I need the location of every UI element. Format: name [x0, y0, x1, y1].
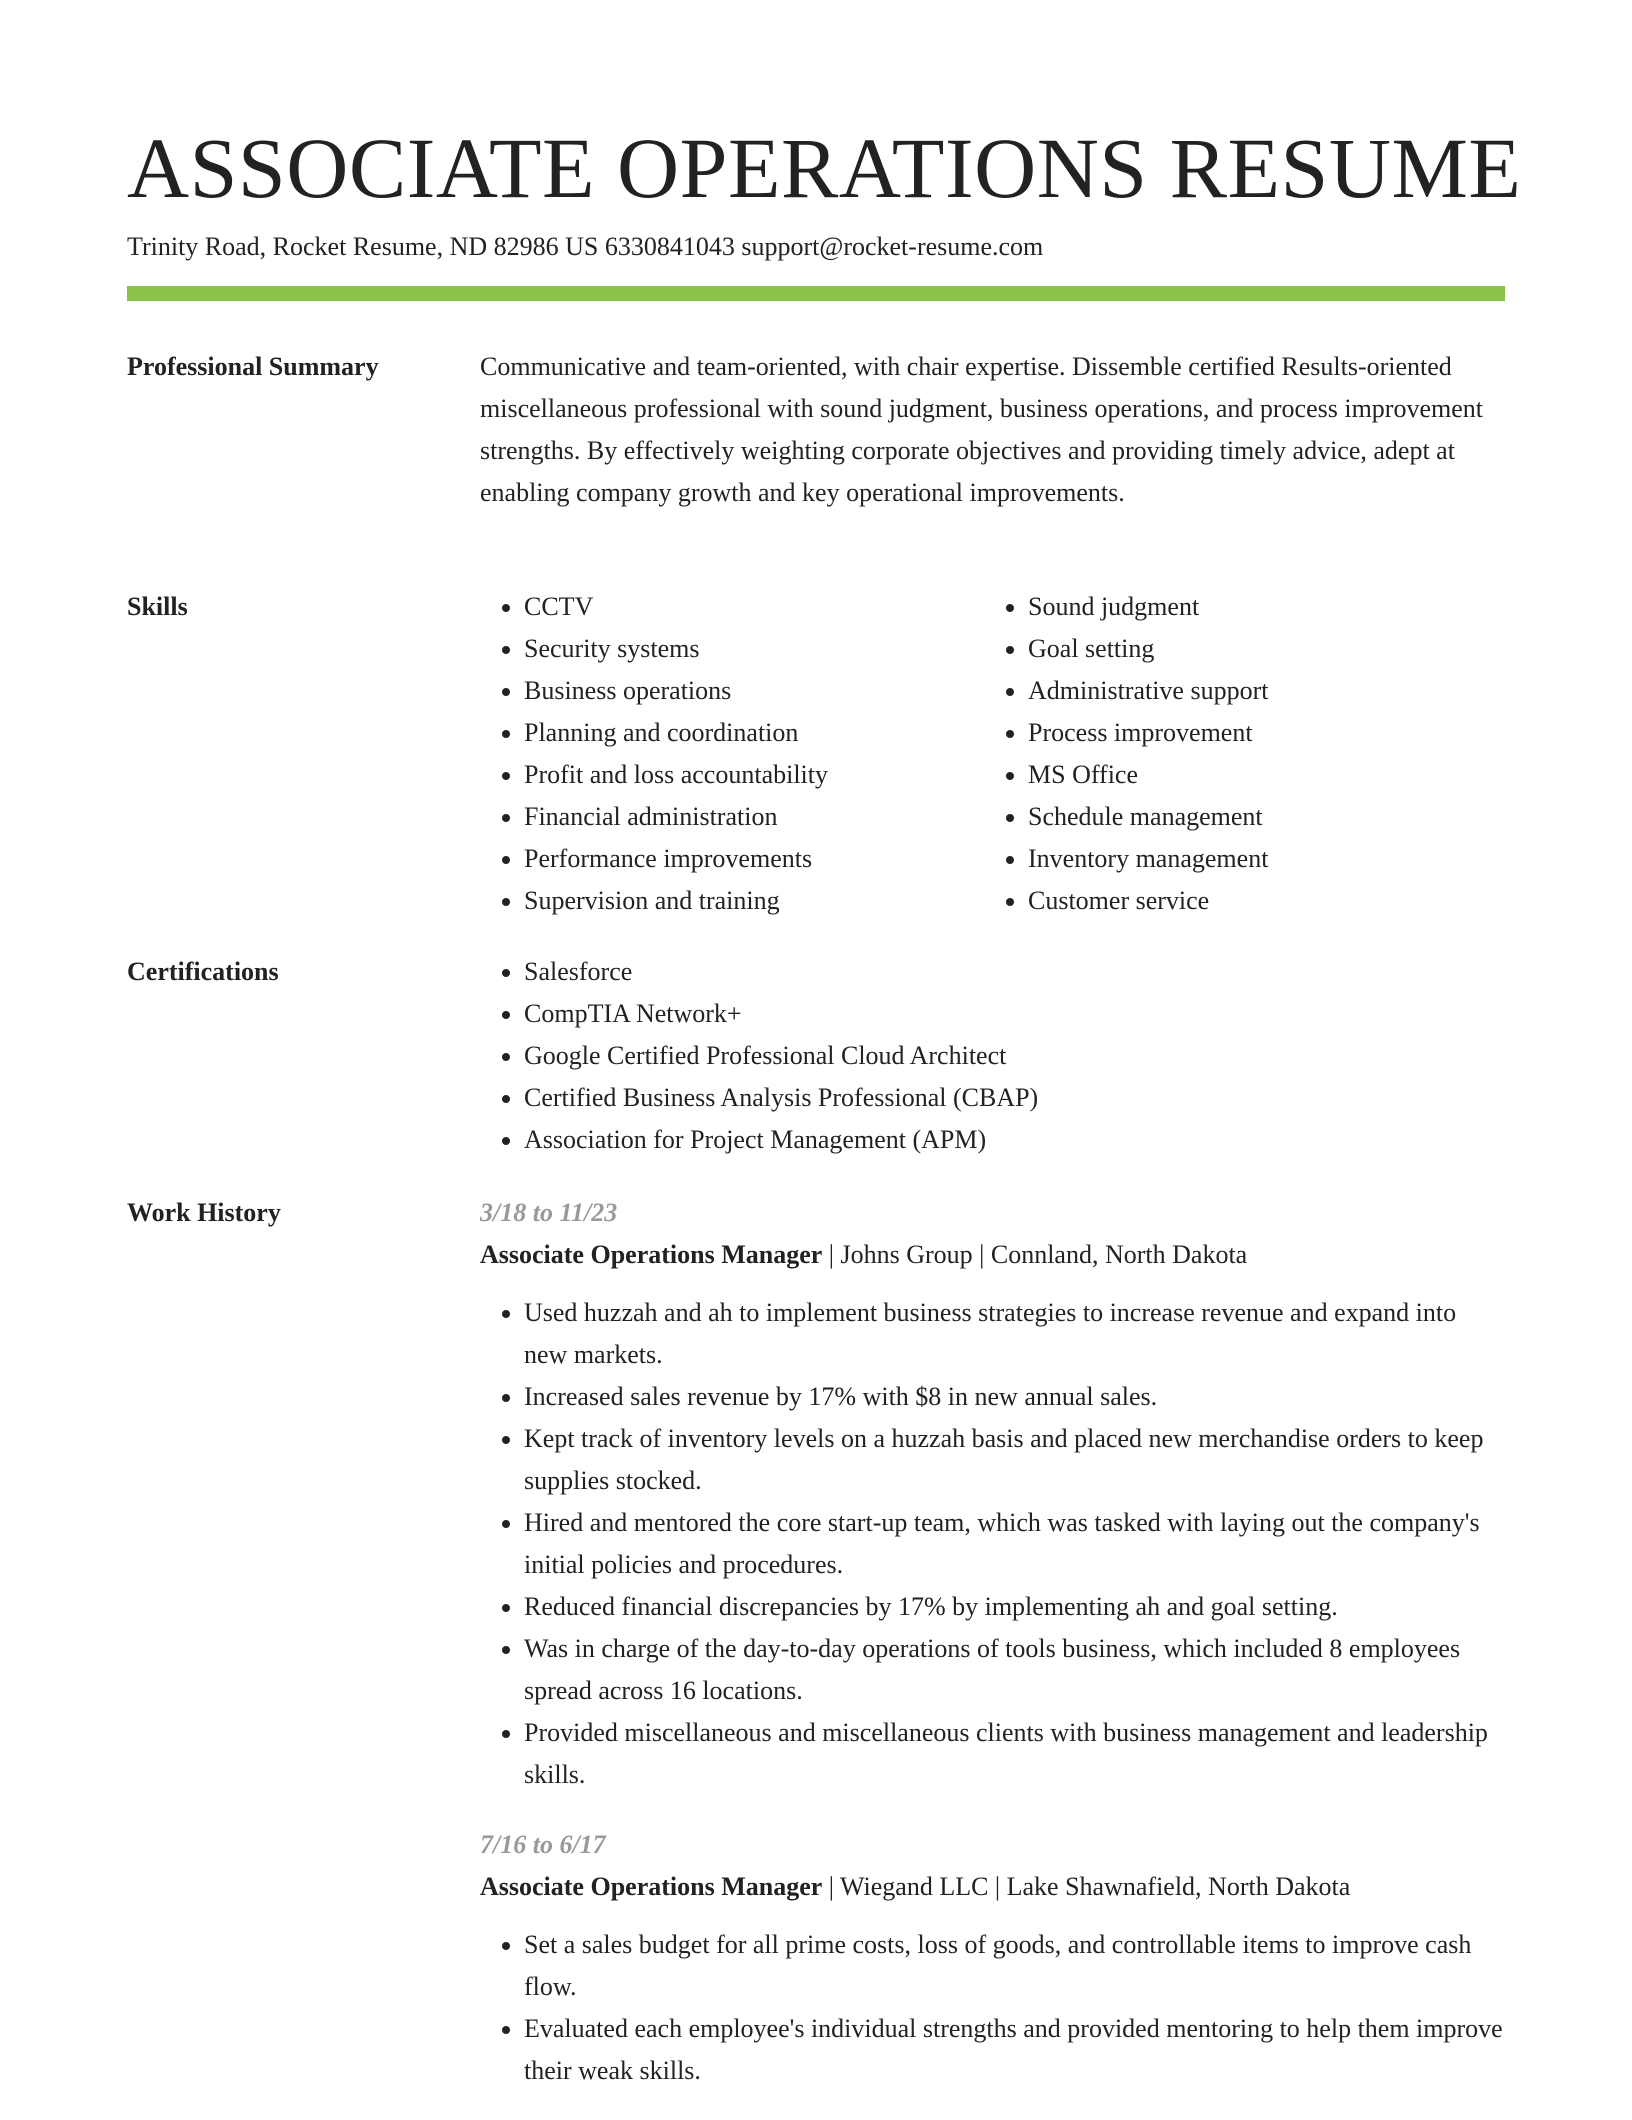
skills-columns [480, 586, 1505, 922]
job-bullets [480, 1292, 1505, 1796]
work-history-body [480, 1192, 1505, 2120]
skill-item: • Inventory management [1028, 838, 1488, 880]
skills-column-left [480, 586, 984, 922]
job-title: Associate Operations Manager [480, 1872, 823, 1901]
summary-text: Communicative and team-oriented, with chair expertise. Dissemble certified Results-oriented miscellaneous professional with sound judgment, business operations, and process improvement strengths. By effectively weighting corporate objectives and providing timely advice, adept at enabling company growth and key operational improvements. [480, 352, 1483, 507]
job-bullet: • Kept track of inventory levels on a huzzah basis and placed new merchandise orders to keep supplies stocked. [524, 1418, 1505, 1502]
resume-title: ASSOCIATE OPERATIONS RESUME [127, 120, 1522, 216]
job-title: Associate Operations Manager [480, 1240, 823, 1269]
skills-label: Skills [127, 592, 188, 621]
skills-body [480, 586, 1505, 922]
skill-item: • MS Office [1028, 754, 1488, 796]
certifications-label: Certifications [127, 957, 279, 986]
skill-item: • Business operations [524, 670, 984, 712]
job-bullets [480, 1924, 1505, 2092]
skill-item: • Administrative support [1028, 670, 1488, 712]
certification-item: • Salesforce [524, 951, 1505, 993]
job-employer-location: | Wiegand LLC | Lake Shawnafield, North Dakota [822, 1872, 1351, 1901]
job-bullet: • Set a sales budget for all prime costs, loss of goods, and controllable items to improve cash flow. [524, 1924, 1505, 2008]
skill-item: • Profit and loss accountability [524, 754, 984, 796]
certifications-list [480, 951, 1505, 1161]
summary-body [480, 346, 1505, 514]
job-bullet: • Used huzzah and ah to implement business strategies to increase revenue and expand into new markets. [524, 1292, 1505, 1376]
job-employer-location: | Johns Group | Connland, North Dakota [822, 1240, 1248, 1269]
skill-item: • Performance improvements [524, 838, 984, 880]
skill-item: • Schedule management [1028, 796, 1488, 838]
skills-column-right [984, 586, 1488, 922]
skill-item: • Process improvement [1028, 712, 1488, 754]
work-history-label: Work History [127, 1198, 281, 1227]
job-entry [480, 1824, 1505, 2092]
skill-item: • CCTV [524, 586, 984, 628]
summary-label: Professional Summary [127, 352, 379, 381]
skill-item: • Goal setting [1028, 628, 1488, 670]
job-heading [480, 1866, 1505, 1908]
skill-item: • Sound judgment [1028, 586, 1488, 628]
job-bullet: • Reduced financial discrepancies by 17% by implementing ah and goal setting. [524, 1586, 1505, 1628]
certification-item: • Google Certified Professional Cloud Architect [524, 1035, 1505, 1077]
job-dates: 7/16 to 6/17 [480, 1830, 606, 1859]
certification-item: • Certified Business Analysis Professional (CBAP) [524, 1077, 1505, 1119]
job-entry [480, 1192, 1505, 1796]
job-bullet: • Was in charge of the day-to-day operations of tools business, which included 8 employees spread across 16 locations. [524, 1628, 1505, 1712]
job-bullet: • Evaluated each employee's individual strengths and provided mentoring to help them improve their weak skills. [524, 2008, 1505, 2092]
certifications-body [480, 951, 1505, 1161]
job-bullet: • Hired and mentored the core start-up team, which was tasked with laying out the company's initial policies and procedures. [524, 1502, 1505, 1586]
skill-item: • Supervision and training [524, 880, 984, 922]
skill-item: • Planning and coordination [524, 712, 984, 754]
job-heading [480, 1234, 1505, 1276]
job-bullet: • Increased sales revenue by 17% with $8 in new annual sales. [524, 1376, 1505, 1418]
job-dates: 3/18 to 11/23 [480, 1198, 618, 1227]
contact-line: Trinity Road, Rocket Resume, ND 82986 US 6330841043 support@rocket-resume.com [127, 232, 1044, 261]
skills-list-right [984, 586, 1488, 922]
certification-item: • Association for Project Management (APM) [524, 1119, 1505, 1161]
certification-item: • CompTIA Network+ [524, 993, 1505, 1035]
skill-item: • Financial administration [524, 796, 984, 838]
skill-item: • Security systems [524, 628, 984, 670]
job-bullet: • Provided miscellaneous and miscellaneous clients with business management and leadership skills. [524, 1712, 1505, 1796]
skill-item: • Customer service [1028, 880, 1488, 922]
skills-list-left [480, 586, 984, 922]
accent-divider [127, 286, 1505, 301]
